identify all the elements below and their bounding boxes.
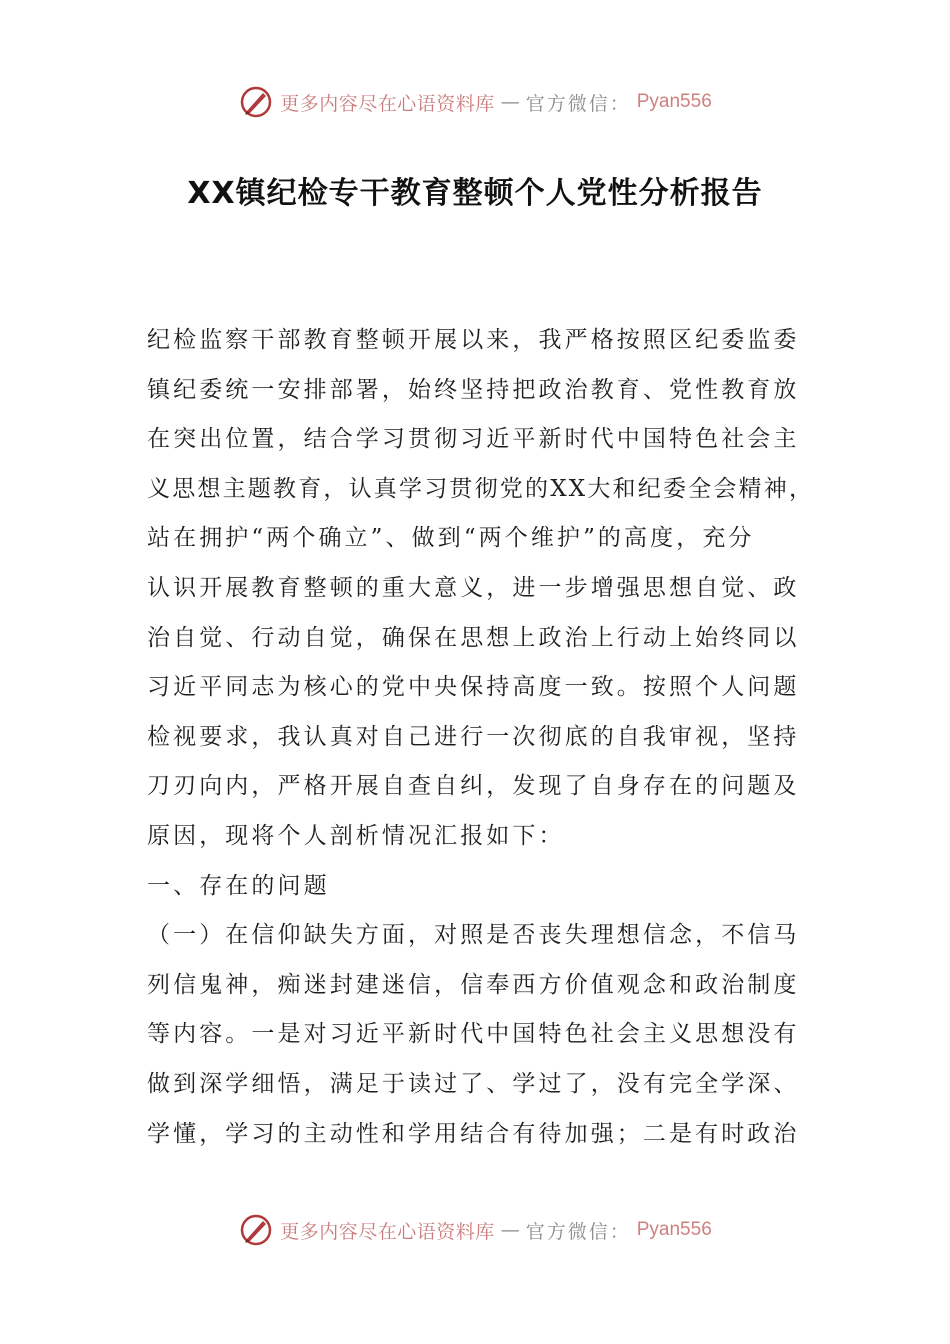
- body-line: 习近平同志为核心的党中央保持高度一致。按照个人问题: [147, 674, 800, 701]
- watermark-content: [238, 1212, 712, 1248]
- body-line: 义思想主题教育，认真学习贯彻党的XX大和纪委全会精神，: [147, 475, 815, 502]
- pen-logo-icon: [238, 1212, 274, 1248]
- body-line: 原因，现将个人剖析情况汇报如下：: [147, 822, 565, 849]
- body-line: 纪检监察干部教育整顿开展以来，我严格按照区纪委监委: [147, 327, 800, 353]
- body-line: 在突出位置，结合学习贯彻习近平新时代中国特色社会主: [147, 426, 800, 453]
- section-heading: 一、存在的问题: [147, 872, 330, 899]
- watermark-contact-id: Pyan556: [636, 91, 712, 112]
- body-line: 刀刃向内，严格开展自查自纠，发现了自身存在的问题及: [147, 773, 800, 800]
- pen-logo-icon: [238, 84, 274, 120]
- watermark-content: [238, 84, 712, 120]
- watermark-contact-label: 官方微信：: [525, 1220, 631, 1243]
- body-line: 学懂，学习的主动性和学用结合有待加强；二是有时政治: [147, 1120, 800, 1147]
- body-line: 站在拥护“两个确立”、做到“两个维护”的高度，充分: [147, 525, 755, 552]
- document-title: XX镇纪检专干教育整顿个人党性分析报告: [187, 176, 763, 211]
- watermark-separator: —: [500, 91, 520, 113]
- watermark-contact-label: 官方微信：: [525, 92, 631, 115]
- body-line: 等内容。一是对习近平新时代中国特色社会主义思想没有: [147, 1021, 800, 1048]
- body-line: （一）在信仰缺失方面，对照是否丧失理想信念，不信马: [147, 922, 800, 949]
- watermark-text: 更多内容尽在心语资料库: [280, 92, 495, 115]
- watermark-text: 更多内容尽在心语资料库: [280, 1220, 495, 1243]
- document-body: [147, 316, 815, 1159]
- watermark-contact-id: Pyan556: [636, 1219, 712, 1240]
- body-line: 检视要求，我认真对自己进行一次彻底的自我审视，坚持: [147, 723, 800, 750]
- body-line: 治自觉、行动自觉，确保在思想上政治上行动上始终同以: [147, 624, 800, 651]
- watermark-separator: —: [500, 1219, 520, 1241]
- body-line: 认识开展教育整顿的重大意义，进一步增强思想自觉、政: [147, 574, 800, 601]
- body-line: 镇纪委统一安排部署，始终坚持把政治教育、党性教育放: [147, 376, 800, 403]
- header-watermark: [0, 82, 950, 122]
- footer-watermark: [0, 1210, 950, 1250]
- body-line: 做到深学细悟，满足于读过了、学过了，没有完全学深、: [147, 1070, 800, 1097]
- body-line: 列信鬼神，痴迷封建迷信，信奉西方价值观念和政治制度: [147, 971, 800, 998]
